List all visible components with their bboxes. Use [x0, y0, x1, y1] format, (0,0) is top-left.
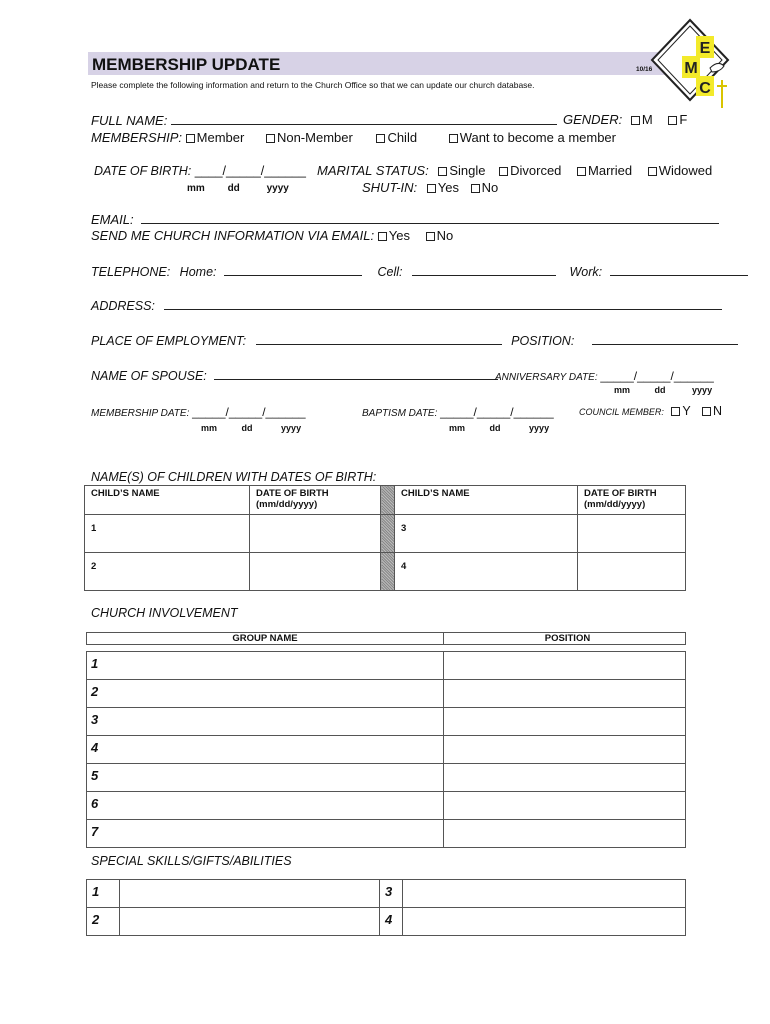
baptism-date-row: [362, 405, 554, 419]
svg-text:E: E: [699, 40, 711, 57]
position-cell[interactable]: [444, 708, 686, 736]
child-dob-cell[interactable]: [578, 553, 686, 591]
gender-m-label: M: [641, 112, 653, 127]
member-checkbox[interactable]: [186, 134, 195, 143]
email-row: [91, 211, 719, 227]
group-cell[interactable]: 3: [87, 708, 444, 736]
position-cell[interactable]: [444, 764, 686, 792]
shut-in-yes-label: Yes: [437, 180, 459, 195]
group-cell[interactable]: 7: [87, 820, 444, 848]
anniversary-yyyy: yyyy: [692, 385, 713, 395]
baptism-date-blank[interactable]: _____/_____/______: [440, 405, 554, 419]
dob-label: DATE OF BIRTH:: [94, 164, 192, 178]
dob-header-2: DATE OF BIRTH (mm/dd/yyyy): [578, 486, 686, 515]
council-n-label: N: [712, 404, 722, 418]
divider-cell: [381, 486, 395, 515]
child-checkbox[interactable]: [376, 134, 385, 143]
membership-label: MEMBERSHIP:: [91, 130, 183, 145]
baptism-date-parts: [449, 423, 549, 433]
group-cell[interactable]: 2: [87, 680, 444, 708]
member-label: Member: [196, 130, 245, 145]
baptism-date-yyyy: yyyy: [529, 423, 550, 433]
anniversary-row: [495, 369, 714, 383]
home-phone-blank[interactable]: [224, 263, 362, 276]
council-y-checkbox[interactable]: [671, 407, 680, 416]
group-cell[interactable]: 1: [87, 652, 444, 680]
home-label: Home:: [179, 265, 217, 279]
table-row: [85, 515, 686, 553]
council-y-label: Y: [682, 404, 691, 418]
child-name-cell[interactable]: 3: [395, 515, 578, 553]
gender-f-label: F: [679, 112, 688, 127]
gender-row: [563, 112, 687, 127]
dob-mm: mm: [187, 183, 205, 194]
table-row: [87, 736, 686, 764]
anniversary-dd: dd: [654, 385, 666, 395]
send-email-no-label: No: [436, 228, 454, 243]
employment-label: PLACE OF EMPLOYMENT:: [91, 334, 247, 348]
involvement-table: [86, 632, 686, 645]
skills-heading: SPECIAL SKILLS/GIFTS/ABILITIES: [91, 854, 292, 868]
skill-number: 2: [87, 908, 120, 936]
marital-label: MARITAL STATUS:: [317, 163, 429, 178]
skill-number: 1: [87, 880, 120, 908]
marital-row: [317, 163, 712, 178]
anniversary-mm: mm: [614, 385, 631, 395]
dob-dd: dd: [227, 183, 240, 194]
telephone-label: TELEPHONE:: [91, 265, 171, 279]
divider-cell: [381, 515, 395, 553]
send-email-no-checkbox[interactable]: [426, 232, 435, 241]
full-name-blank[interactable]: [171, 112, 557, 125]
employment-row: [91, 332, 738, 348]
position-header: POSITION: [444, 633, 686, 645]
divorced-checkbox[interactable]: [499, 167, 508, 176]
shut-in-yes-checkbox[interactable]: [427, 184, 436, 193]
svg-text:C: C: [699, 80, 711, 97]
dob-blank[interactable]: ____/_____/______: [194, 164, 306, 178]
gender-f-checkbox[interactable]: [668, 116, 677, 125]
child-name-cell[interactable]: 2: [85, 553, 250, 591]
membership-date-label: MEMBERSHIP DATE:: [91, 408, 190, 419]
dob-parts: [187, 183, 289, 194]
address-row: [91, 297, 722, 313]
shut-in-no-label: No: [481, 180, 499, 195]
employment-blank[interactable]: [256, 332, 502, 345]
send-email-row: [91, 228, 453, 243]
send-email-yes-label: Yes: [388, 228, 410, 243]
gender-m-checkbox[interactable]: [631, 116, 640, 125]
work-label: Work:: [569, 265, 603, 279]
address-blank[interactable]: [164, 297, 722, 310]
child-name-cell[interactable]: 1: [85, 515, 250, 553]
anniversary-label: ANNIVERSARY DATE:: [495, 372, 598, 383]
council-n-checkbox[interactable]: [702, 407, 711, 416]
membership-row: [91, 130, 616, 145]
involvement-rows: [86, 651, 686, 848]
child-label: Child: [387, 130, 418, 145]
membership-date-mm: mm: [201, 423, 218, 433]
council-label: COUNCIL MEMBER:: [579, 407, 664, 417]
church-logo: [646, 18, 730, 110]
anniversary-parts: [614, 385, 712, 395]
baptism-date-label: BAPTISM DATE:: [362, 408, 438, 419]
dob-yyyy: yyyy: [266, 183, 289, 194]
spouse-row: [91, 367, 498, 383]
skill-cell[interactable]: [120, 908, 380, 936]
group-cell[interactable]: 4: [87, 736, 444, 764]
position-label: POSITION:: [511, 334, 575, 348]
table-row: [87, 764, 686, 792]
table-row: [87, 880, 686, 908]
position-cell[interactable]: [444, 820, 686, 848]
non-member-label: Non-Member: [276, 130, 353, 145]
single-label: Single: [449, 163, 486, 178]
shut-in-no-checkbox[interactable]: [471, 184, 480, 193]
send-email-label: SEND ME CHURCH INFORMATION VIA EMAIL:: [91, 228, 375, 243]
dob-row: [94, 164, 306, 178]
membership-date-parts: [201, 423, 301, 433]
address-label: ADDRESS:: [91, 299, 155, 313]
skill-cell[interactable]: [403, 908, 686, 936]
married-checkbox[interactable]: [577, 167, 586, 176]
group-cell[interactable]: 6: [87, 792, 444, 820]
child-name-header: CHILD’S NAME: [85, 486, 250, 515]
membership-date-yyyy: yyyy: [281, 423, 302, 433]
divider-cell: [381, 553, 395, 591]
divorced-label: Divorced: [510, 163, 562, 178]
skill-cell[interactable]: [120, 880, 380, 908]
skills-table: [86, 879, 686, 936]
single-checkbox[interactable]: [438, 167, 447, 176]
non-member-checkbox[interactable]: [266, 134, 275, 143]
svg-text:M: M: [684, 60, 698, 77]
full-name-label: FULL NAME:: [91, 113, 168, 128]
cell-label: Cell:: [377, 265, 403, 279]
work-phone-blank[interactable]: [610, 263, 748, 276]
email-blank[interactable]: [141, 211, 719, 224]
table-row: [87, 908, 686, 936]
skill-number: 3: [380, 880, 403, 908]
married-label: Married: [588, 163, 633, 178]
child-dob-cell[interactable]: [250, 515, 381, 553]
table-row: [85, 553, 686, 591]
council-row: [579, 404, 722, 418]
gender-label: GENDER:: [563, 112, 623, 127]
email-label: EMAIL:: [91, 212, 134, 227]
spouse-label: NAME OF SPOUSE:: [91, 369, 207, 383]
instructions: Please complete the following information and return to the Church Office so that we can update our church database.: [91, 80, 535, 90]
baptism-date-mm: mm: [449, 423, 466, 433]
membership-date-blank[interactable]: _____/_____/______: [192, 405, 306, 419]
shut-in-row: [362, 180, 498, 195]
skill-number: 4: [380, 908, 403, 936]
spouse-blank[interactable]: [214, 367, 498, 380]
children-table: [84, 485, 686, 591]
group-cell[interactable]: 5: [87, 764, 444, 792]
position-cell[interactable]: [444, 792, 686, 820]
group-name-header: GROUP NAME: [87, 633, 444, 645]
widowed-checkbox[interactable]: [648, 167, 657, 176]
involvement-heading: CHURCH INVOLVEMENT: [91, 606, 238, 620]
table-row: [87, 680, 686, 708]
position-cell[interactable]: [444, 736, 686, 764]
anniversary-blank[interactable]: _____/_____/______: [600, 369, 714, 383]
table-row: [87, 652, 686, 680]
children-heading: NAME(S) OF CHILDREN WITH DATES OF BIRTH:: [91, 470, 377, 484]
table-row: [87, 820, 686, 848]
version-label: 10/16: [636, 66, 653, 73]
membership-date-dd: dd: [241, 423, 253, 433]
position-blank[interactable]: [592, 332, 738, 345]
send-email-yes-checkbox[interactable]: [378, 232, 387, 241]
position-cell[interactable]: [444, 680, 686, 708]
child-dob-cell[interactable]: [250, 553, 381, 591]
shut-in-label: SHUT-IN:: [362, 180, 418, 195]
position-cell[interactable]: [444, 652, 686, 680]
page-title: MEMBERSHIP UPDATE: [92, 55, 281, 74]
full-name-row: [91, 112, 557, 128]
skill-cell[interactable]: [403, 880, 686, 908]
child-dob-cell[interactable]: [578, 515, 686, 553]
child-name-cell[interactable]: 4: [395, 553, 578, 591]
baptism-date-dd: dd: [489, 423, 501, 433]
cell-phone-blank[interactable]: [412, 263, 556, 276]
table-row: [87, 792, 686, 820]
dob-header: DATE OF BIRTH (mm/dd/yyyy): [250, 486, 381, 515]
membership-date-row: [91, 405, 306, 419]
telephone-row: [91, 263, 748, 279]
child-name-header-2: CHILD’S NAME: [395, 486, 578, 515]
widowed-label: Widowed: [658, 163, 713, 178]
table-row: [87, 708, 686, 736]
want-member-label: Want to become a member: [459, 130, 616, 145]
want-member-checkbox[interactable]: [449, 134, 458, 143]
